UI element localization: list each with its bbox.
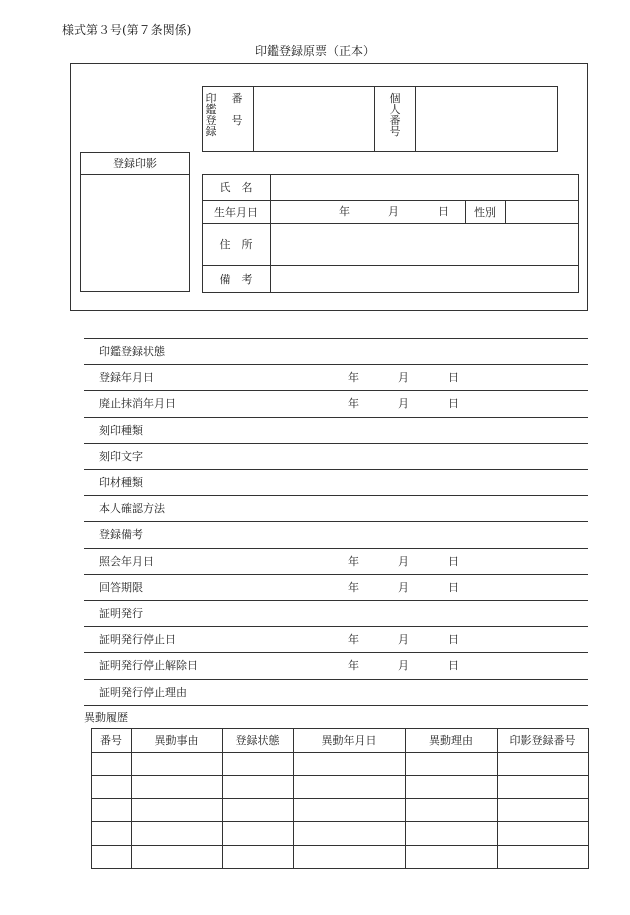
history-cell[interactable] [222,845,293,868]
history-cell[interactable] [405,752,497,775]
status-row-value-field[interactable] [300,366,580,388]
status-row-day-unit: 日 [448,633,459,646]
status-row-day-unit: 日 [448,555,459,568]
history-cell[interactable] [497,821,588,845]
sex-field[interactable] [506,200,579,223]
history-cell[interactable] [405,845,497,868]
name-label: 氏 名 [219,181,253,194]
seal-impression-area[interactable] [80,175,190,292]
status-row-year-unit: 年 [348,397,359,410]
status-row-value-field[interactable] [300,419,580,441]
form-number: 様式第３号(第７条関係) [62,23,192,37]
history-cell[interactable] [91,775,131,798]
address-field[interactable] [271,223,579,265]
status-row-label: 回答期限 [99,581,143,594]
history-column-header: 番号 [100,734,122,747]
history-cell[interactable] [293,845,405,868]
status-row-value-field[interactable] [300,654,580,676]
status-row-value-field[interactable] [300,602,580,624]
status-row-label: 登録備考 [99,528,143,541]
status-row-label: 本人確認方法 [99,502,165,515]
status-row-label: 証明発行停止解除日 [99,659,198,672]
history-cell[interactable] [293,775,405,798]
status-row-month-unit: 月 [398,659,409,672]
history-cell[interactable] [222,775,293,798]
history-cell[interactable] [131,845,222,868]
history-cell[interactable] [91,752,131,775]
history-cell[interactable] [497,798,588,821]
status-row-day-unit: 日 [448,659,459,672]
status-row-label: 証明発行停止日 [99,633,176,646]
history-cell[interactable] [293,821,405,845]
history-cell[interactable] [222,821,293,845]
status-row-year-unit: 年 [348,659,359,672]
seal-impression-label: 登録印影 [113,157,157,170]
history-cell[interactable] [497,845,588,868]
status-row-value-field[interactable] [300,497,580,519]
status-row-month-unit: 月 [398,397,409,410]
remarks-field[interactable] [271,265,579,293]
status-row-value-field[interactable] [300,681,580,703]
status-row-value-field[interactable] [300,392,580,414]
status-row-label: 証明発行停止理由 [99,686,187,699]
history-cell[interactable] [131,752,222,775]
dob-year-unit: 年 [339,205,350,218]
status-row-label: 印材種類 [99,476,143,489]
status-row-label: 証明発行 [99,607,143,620]
status-row-month-unit: 月 [398,581,409,594]
status-row-value-field[interactable] [300,471,580,493]
status-row-label: 廃止抹消年月日 [99,397,176,410]
status-row-value-field[interactable] [300,628,580,650]
name-field[interactable] [271,174,579,200]
personal-no-label: 個 人 番 号 [389,92,401,138]
history-cell[interactable] [222,798,293,821]
history-column-header: 登録状態 [235,734,280,747]
status-row-month-unit: 月 [398,371,409,384]
history-cell[interactable] [293,798,405,821]
status-row-year-unit: 年 [348,581,359,594]
status-row-value-field[interactable] [300,576,580,598]
status-row-day-unit: 日 [448,397,459,410]
status-row-value-field[interactable] [300,340,580,362]
status-row-year-unit: 年 [348,633,359,646]
status-row-year-unit: 年 [348,555,359,568]
page-title: 印鑑登録原票（正本） [255,44,376,58]
history-cell[interactable] [131,775,222,798]
history-cell[interactable] [91,821,131,845]
history-column-header: 異動年月日 [321,734,377,747]
status-row-label: 刻印種類 [99,424,143,437]
status-row-year-unit: 年 [348,371,359,384]
dob-day-unit: 日 [438,205,449,218]
status-row-month-unit: 月 [398,633,409,646]
history-column-header: 異動事由 [154,734,199,747]
seal-reg-no-field[interactable] [253,86,374,152]
status-row-value-field[interactable] [300,445,580,467]
dob-label: 生年月日 [214,205,258,219]
history-cell[interactable] [405,798,497,821]
seal-reg-no-label-col2: 番 号 [231,92,243,127]
history-cell[interactable] [497,752,588,775]
status-row-label: 印鑑登録状態 [99,345,165,358]
history-cell[interactable] [222,752,293,775]
status-row-month-unit: 月 [398,555,409,568]
status-row-day-unit: 日 [448,581,459,594]
status-row-label: 登録年月日 [99,371,154,384]
status-row-value-field[interactable] [300,550,580,572]
history-cell[interactable] [131,821,222,845]
status-row-value-field[interactable] [300,523,580,545]
status-row-day-unit: 日 [448,371,459,384]
history-column-header: 異動理由 [429,734,473,747]
history-column-header: 印影登録番号 [509,734,576,747]
history-cell[interactable] [405,821,497,845]
status-row-label: 照会年月日 [99,555,154,568]
history-cell[interactable] [91,798,131,821]
history-title: 異動履歴 [84,711,128,724]
status-row-label: 刻印文字 [99,450,143,463]
address-label: 住 所 [219,238,253,251]
sex-label: 性別 [474,205,496,219]
personal-no-field[interactable] [415,86,558,152]
remarks-label: 備 考 [219,273,253,286]
history-cell[interactable] [405,775,497,798]
history-cell[interactable] [91,845,131,868]
seal-reg-no-label-col1: 印 鑑 登 録 [205,92,217,138]
history-cell[interactable] [293,752,405,775]
dob-month-unit: 月 [388,205,399,218]
history-cell[interactable] [497,775,588,798]
history-cell[interactable] [131,798,222,821]
